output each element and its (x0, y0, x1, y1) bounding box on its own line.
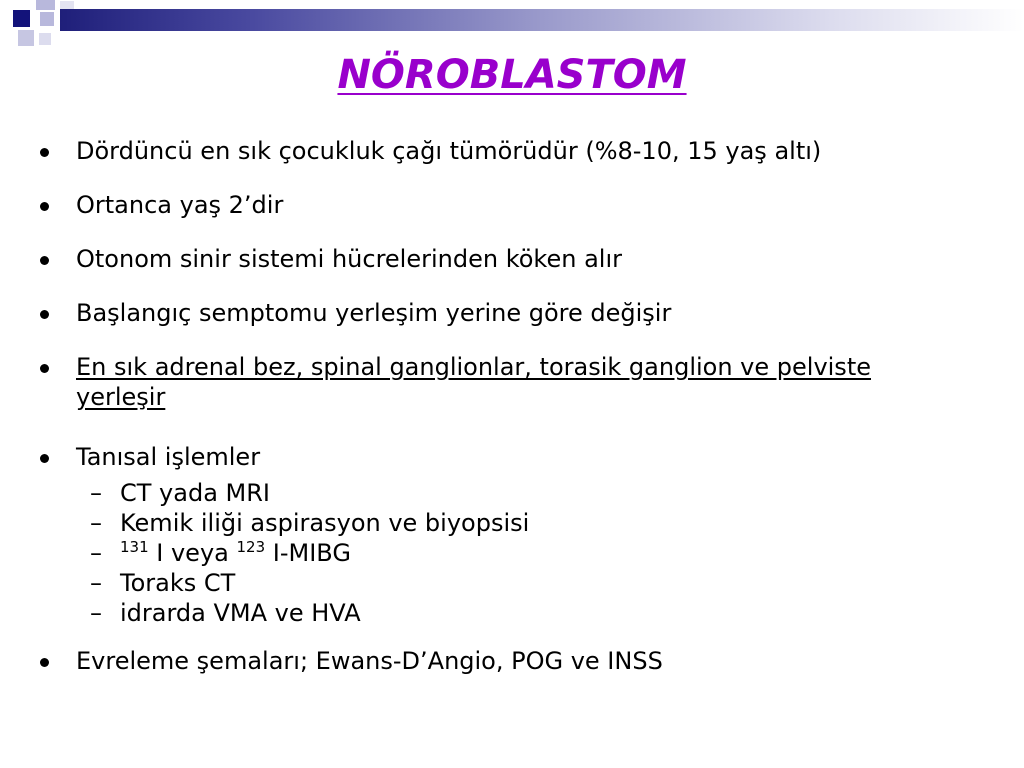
isotope-123: 123 (236, 538, 266, 556)
isotope-131: 131 (120, 538, 149, 556)
bullet-item (38, 442, 998, 472)
slide-title: NÖROBLASTOM (337, 52, 687, 98)
bullet-icon (40, 364, 49, 373)
dash-icon: – (90, 569, 102, 597)
bullet-icon (40, 310, 49, 319)
bullet-icon (40, 454, 49, 463)
bullet-item (38, 136, 998, 166)
deco-square (13, 10, 30, 27)
bullet-text: Otonom sinir sistemi hücrelerinden köken alır (76, 245, 622, 273)
gradient-bar (60, 9, 1024, 31)
bullet-icon (40, 256, 49, 265)
sub-bullet-text: idrarda VMA ve HVA (120, 599, 361, 627)
decorative-banner (0, 0, 1024, 60)
sub-bullet-item (38, 598, 998, 628)
bullet-icon (40, 658, 49, 667)
dash-icon: – (90, 539, 102, 567)
dash-icon: – (90, 509, 102, 537)
sub-bullet-text: CT yada MRI (120, 479, 270, 507)
dash-icon: – (90, 599, 102, 627)
bullet-text-underlined: En sık adrenal bez, spinal ganglionlar, torasik ganglion ve pelviste yerleşir (76, 353, 871, 411)
slide-body (38, 136, 998, 676)
deco-square (60, 1, 74, 9)
bullet-item (38, 298, 998, 328)
deco-square (18, 30, 34, 46)
bullet-item (38, 244, 998, 274)
bullet-icon (40, 148, 49, 157)
deco-square (40, 12, 54, 26)
isotope-text-2: I-MIBG (265, 539, 351, 567)
bullet-icon (40, 202, 49, 211)
sub-bullet-item (38, 538, 998, 568)
sub-bullet-text: Kemik iliği aspirasyon ve biyopsisi (120, 509, 530, 537)
bullet-text: Dördüncü en sık çocukluk çağı tümörüdür (%8-10, 15 yaş altı) (76, 137, 822, 165)
deco-square (39, 33, 51, 45)
bullet-text: Tanısal işlemler (76, 443, 261, 471)
sub-bullet-text-isotope (120, 539, 351, 567)
bullet-item (38, 190, 998, 220)
sub-bullet-text: Toraks CT (120, 569, 236, 597)
dash-icon: – (90, 479, 102, 507)
sub-bullet-item (38, 568, 998, 598)
bullet-text: Başlangıç semptomu yerleşim yerine göre değişir (76, 299, 672, 327)
sub-bullet-item (38, 478, 998, 508)
bullet-item (38, 646, 998, 676)
sub-bullet-item (38, 508, 998, 538)
bullet-text: Ortanca yaş 2’dir (76, 191, 284, 219)
deco-square (36, 0, 55, 10)
isotope-text-1: I veya (148, 539, 237, 567)
bullet-text: Evreleme şemaları; Ewans-D’Angio, POG ve INSS (76, 647, 663, 675)
bullet-item (38, 352, 916, 412)
